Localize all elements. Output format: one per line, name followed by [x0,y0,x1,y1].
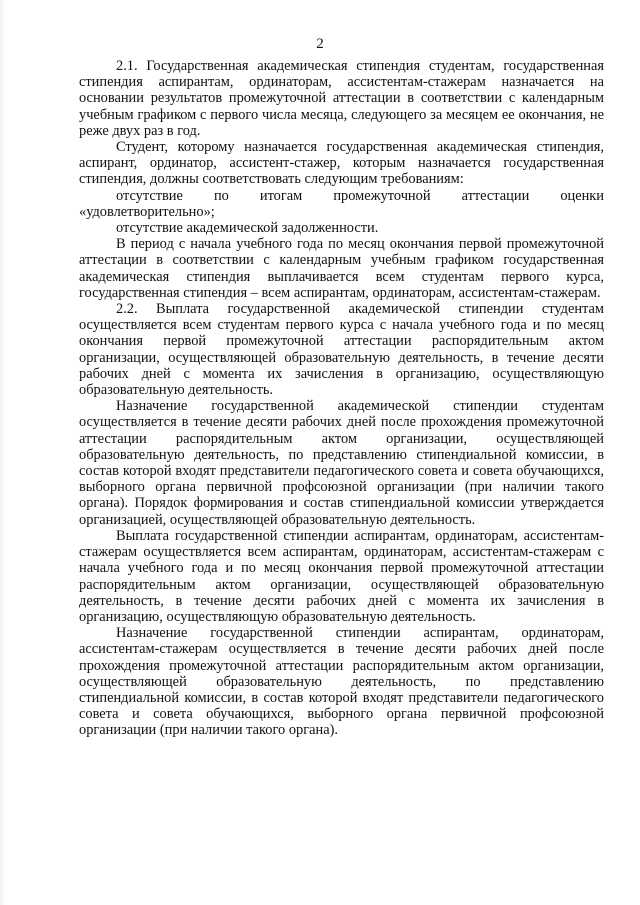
requirement-no-satisfactory-grades: отсутствие по итогам промежуточной аттестации оценки «удовлетворительно»; [79,187,604,220]
page-number: 2 [316,36,324,52]
paragraph-2-2: 2.2. Выплата государственной академической стипендии студентам осуществляется всем студентам первого курса с начала учебного года и по месяц окончания первой промежуточной аттестации распорядительным актом организации, осуществляющей образовательную деятельность, в течение десяти рабочих дней с момента их зачисления в организацию, осуществляющую образовательную деятельность. [79,301,604,399]
paragraph-postgraduate-assignment: Назначение государственной стипендии аспирантам, ординаторам, ассистентам-стажерам осуществляется в течение десяти рабочих дней после прохождения промежуточной аттестации распорядительным актом организации, осуществляющей образовательную деятельность, по представлению стипендиальной комиссии, в состав которой входят представители педагогического совета и совета обучающихся, выборного органа первичной профсоюзной организации (при наличии такого органа). [79,625,604,739]
paragraph-students-assignment: Назначение государственной академической стипендии студентам осуществляется в течение десяти рабочих дней после прохождения промежуточной аттестации распорядительным актом организации, осуществляющей образовательную деятельность, по представлению стипендиальной комиссии, в состав которой входят представители педагогического совета и совета обучающихся, выборного органа первичной профсоюзной организации (при наличии такого органа). Порядок формирования и состав стипендиальной комиссии утверждается организацией, осуществляющей образовательную деятельность. [79,398,604,528]
paragraph-requirements: Студент, которому назначается государственная академическая стипендия, аспирант, ординатор, ассистент-стажер, которым назначается государственная стипендия, должны соответствовать следующим требованиям: [79,139,604,188]
paragraph-2-1: 2.1. Государственная академическая стипендия студентам, государственная стипендия аспирантам, ординаторам, ассистентам-стажерам назначается на основании результатов промежуточной аттестации в соответствии с календарным учебным графиком с первого числа месяца, следующего за месяцем ее окончания, не реже двух раз в год. [79,58,604,139]
scan-edge [0,0,3,905]
paragraph-first-year-period: В период с начала учебного года по месяц окончания первой промежуточной аттестации в соответствии с календарным учебным графиком государственная академическая стипендия выплачивается всем студентам первого курса, государственная стипендия – всем аспирантам, ординаторам, ассистентам-стажерам. [79,236,604,301]
page-body [79,58,604,739]
requirement-no-academic-debt: отсутствие академической задолженности. [116,220,379,237]
paragraph-postgraduate-payment: Выплата государственной стипендии аспирантам, ординаторам, ассистентам-стажерам осуществляется всем аспирантам, ординаторам, ассистентам-стажерам с начала учебного года и по месяц окончания первой промежуточной аттестации распорядительным актом организации, осуществляющей образовательную деятельность, в течение десяти рабочих дней с момента их зачисления в организацию, осуществляющую образовательную деятельность. [79,527,604,625]
